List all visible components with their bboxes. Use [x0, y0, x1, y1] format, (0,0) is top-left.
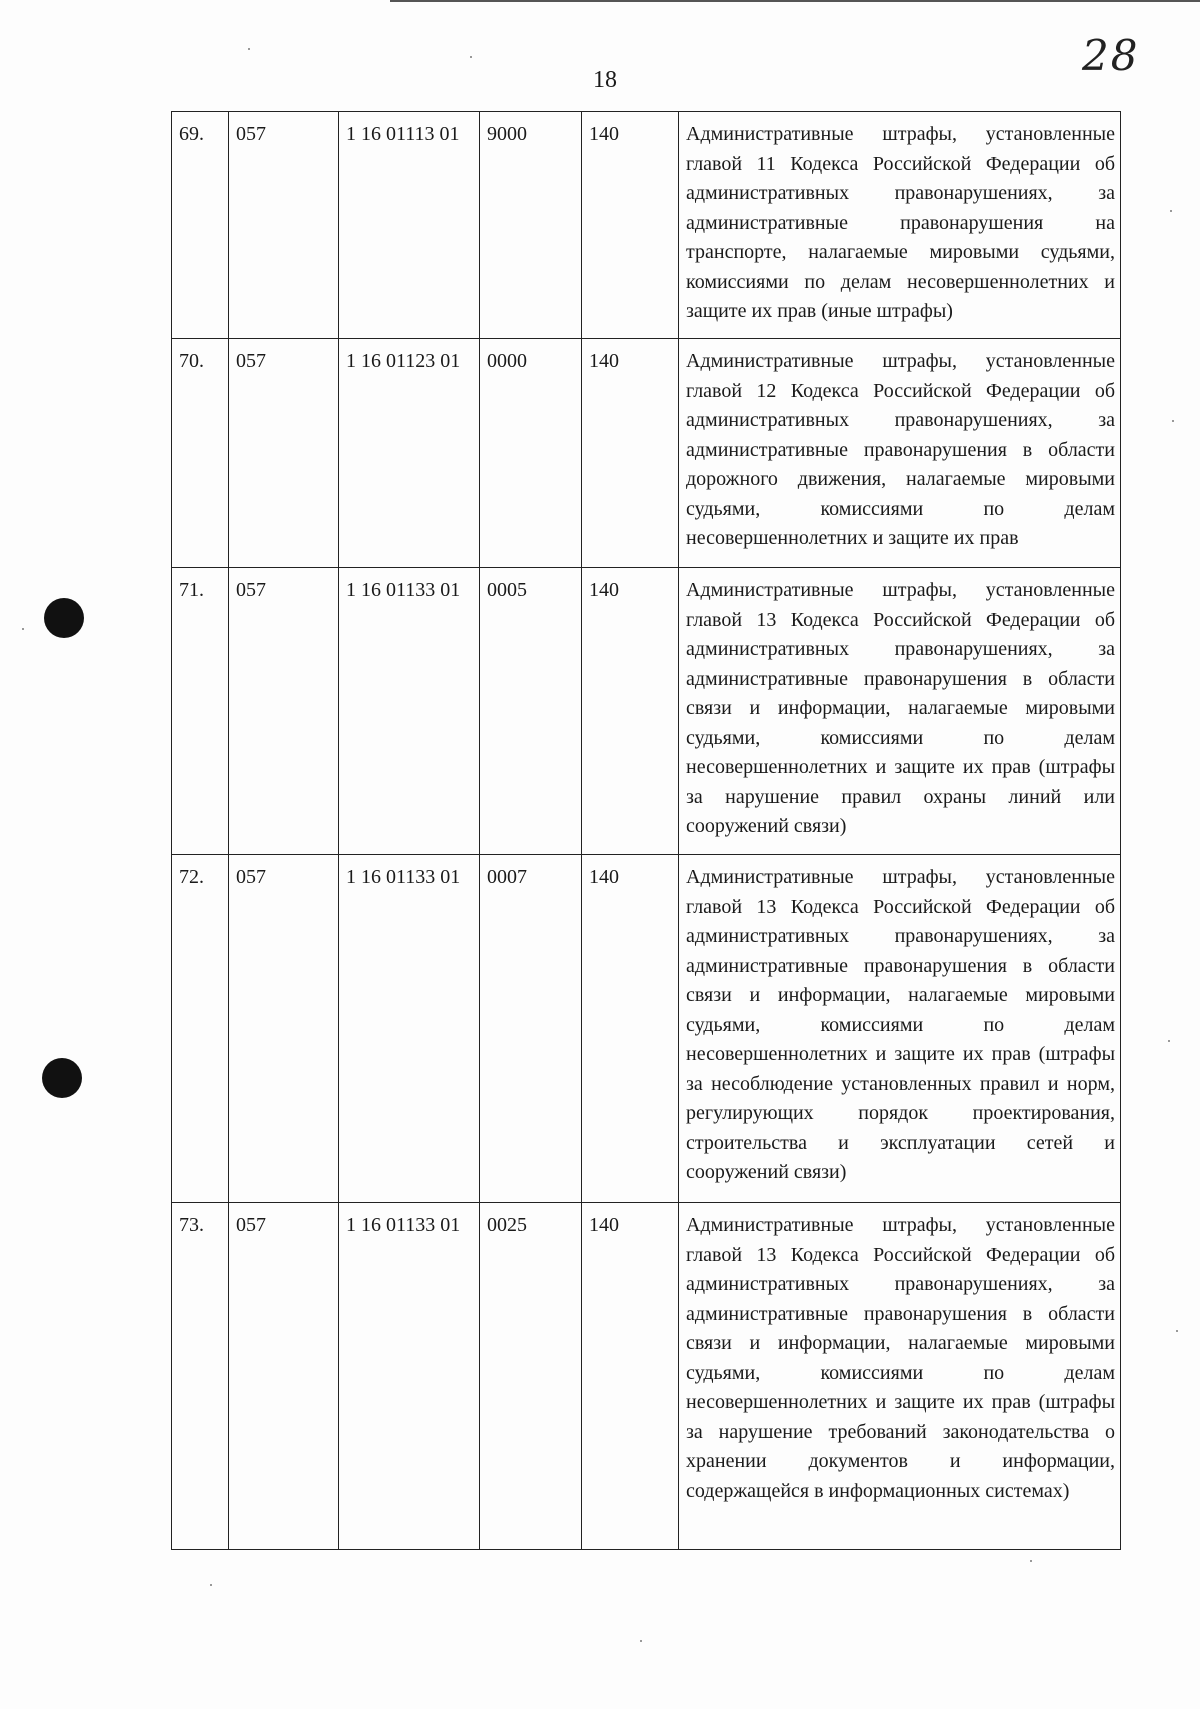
kosgu-cell: 140 [582, 339, 679, 568]
kosgu-cell: 140 [582, 112, 679, 339]
scan-speck [1172, 420, 1174, 422]
kbk-code-cell: 1 16 01133 01 [339, 568, 480, 855]
top-edge-rule [390, 0, 1200, 2]
scan-speck [22, 628, 24, 630]
handwritten-sheet-number: 28 [1082, 31, 1140, 80]
description-cell: Административные штрафы, установленные главой 12 Кодекса Российской Федерации об административных правонарушениях, за административные правонарушения в области дорожного движения, налагаемые мировыми судьями, комиссиями по делам несовершеннолетних и защите их прав [679, 339, 1121, 568]
kbk-code-cell: 1 16 01123 01 [339, 339, 480, 568]
table-row [172, 568, 1121, 855]
row-number: 69. [172, 112, 229, 339]
scan-speck [210, 1584, 212, 1586]
page-number: 18 [593, 67, 617, 93]
kosgu-cell: 140 [582, 855, 679, 1203]
revenue-codes-table [171, 111, 1121, 1550]
subcode-cell: 0000 [480, 339, 582, 568]
row-number: 71. [172, 568, 229, 855]
punch-hole-mark [42, 1058, 82, 1098]
subcode-cell: 9000 [480, 112, 582, 339]
kosgu-cell: 140 [582, 1203, 679, 1550]
kbk-code-cell: 1 16 01133 01 [339, 1203, 480, 1550]
kbk-code-cell: 1 16 01133 01 [339, 855, 480, 1203]
scan-speck [1030, 1560, 1032, 1562]
row-number: 70. [172, 339, 229, 568]
subcode-cell: 0025 [480, 1203, 582, 1550]
admin-code-cell: 057 [229, 339, 339, 568]
description-cell: Административные штрафы, установленные главой 13 Кодекса Российской Федерации об административных правонарушениях, за административные правонарушения в области связи и информации, налагаемые мировыми судьями, комиссиями по делам несовершеннолетних и защите их прав (штрафы за несоблюдение установленных правил и норм, регулирующих порядок проектирования, строительства и эксплуатации сетей и сооружений связи) [679, 855, 1121, 1203]
scan-speck [1168, 1040, 1170, 1042]
row-number: 73. [172, 1203, 229, 1550]
table-row [172, 112, 1121, 339]
admin-code-cell: 057 [229, 1203, 339, 1550]
punch-hole-mark [44, 598, 84, 638]
description-cell: Административные штрафы, установленные главой 11 Кодекса Российской Федерации об административных правонарушениях, за административные правонарушения на транспорте, налагаемые мировыми судьями, комиссиями по делам несовершеннолетних и защите их прав (иные штрафы) [679, 112, 1121, 339]
kosgu-cell: 140 [582, 568, 679, 855]
scan-speck [248, 48, 250, 50]
admin-code-cell: 057 [229, 855, 339, 1203]
subcode-cell: 0007 [480, 855, 582, 1203]
subcode-cell: 0005 [480, 568, 582, 855]
kbk-code-cell: 1 16 01113 01 [339, 112, 480, 339]
table-row [172, 1203, 1121, 1550]
scan-speck [1170, 210, 1172, 212]
scan-speck [640, 1640, 642, 1642]
admin-code-cell: 057 [229, 112, 339, 339]
description-cell: Административные штрафы, установленные главой 13 Кодекса Российской Федерации об административных правонарушениях, за административные правонарушения в области связи и информации, налагаемые мировыми судьями, комиссиями по делам несовершеннолетних и защите их прав (штрафы за нарушение требований законодательства о хранении документов и информации, содержащейся в информационных системах) [679, 1203, 1121, 1550]
row-number: 72. [172, 855, 229, 1203]
admin-code-cell: 057 [229, 568, 339, 855]
scan-speck [470, 56, 472, 58]
table-row [172, 855, 1121, 1203]
description-cell: Административные штрафы, установленные главой 13 Кодекса Российской Федерации об административных правонарушениях, за административные правонарушения в области связи и информации, налагаемые мировыми судьями, комиссиями по делам несовершеннолетних и защите их прав (штрафы за нарушение правил охраны линий или сооружений связи) [679, 568, 1121, 855]
table-row [172, 339, 1121, 568]
scan-speck [1176, 1330, 1178, 1332]
